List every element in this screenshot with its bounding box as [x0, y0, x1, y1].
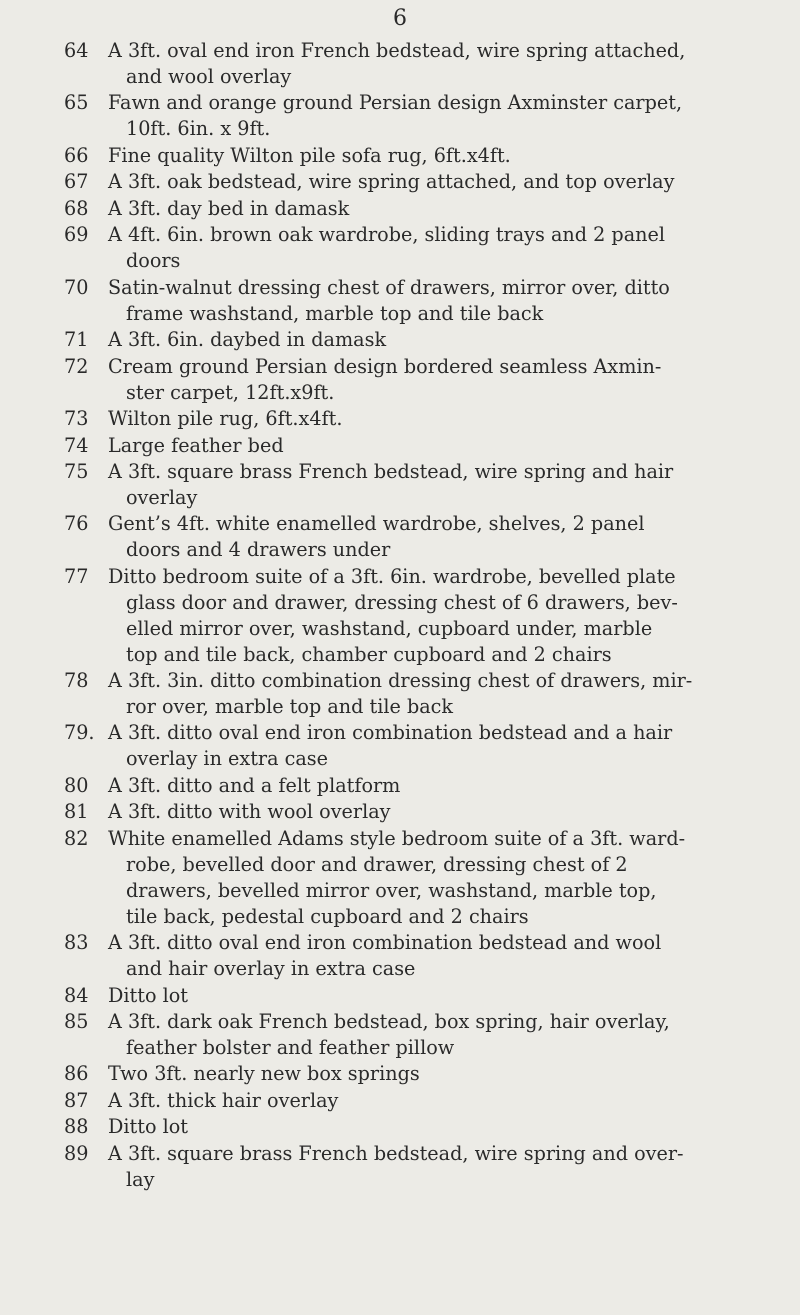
- lot-description-line: Fawn and orange ground Persian design Axminster carpet,: [108, 91, 683, 115]
- lot-description-line: A 4ft. 6in. brown oak wardrobe, sliding trays and 2 panel: [108, 223, 665, 247]
- lot-entry: [0, 1114, 800, 1140]
- lot-number: 70: [64, 275, 89, 299]
- lot-description-line: Large feather bed: [108, 433, 284, 457]
- lot-entry: [0, 222, 800, 274]
- lot-description-line: A 3ft. 3in. ditto combination dressing chest of drawers, mir-: [108, 669, 693, 693]
- lot-entry: [0, 511, 800, 563]
- lot-entry: [0, 564, 800, 668]
- lot-entry: [0, 1088, 800, 1114]
- lot-number: 83: [64, 931, 89, 955]
- lot-description: [108, 433, 788, 459]
- lot-description-line: overlay: [126, 485, 198, 509]
- lot-description: [108, 90, 788, 142]
- lot-entry: [0, 433, 800, 459]
- lot-number: 72: [64, 354, 89, 378]
- page-number: 6: [393, 6, 407, 31]
- lot-number: 81: [64, 800, 89, 824]
- lot-description-line: Fine quality Wilton pile sofa rug, 6ft.x4ft.: [108, 143, 511, 167]
- lot-description-line: doors and 4 drawers under: [126, 538, 391, 562]
- lot-description: [108, 799, 788, 825]
- lot-entry: [0, 983, 800, 1009]
- lot-description-line: A 3ft. ditto and a felt platform: [108, 773, 401, 797]
- lot-entry: [0, 668, 800, 720]
- lot-number: 86: [64, 1062, 89, 1086]
- lot-description-line: doors: [126, 249, 181, 273]
- lot-description-line: Wilton pile rug, 6ft.x4ft.: [108, 407, 343, 431]
- lot-number: 67: [64, 170, 89, 194]
- lot-description-line: 10ft. 6in. x 9ft.: [126, 117, 271, 141]
- lot-number: 78: [64, 669, 89, 693]
- lot-number: 89: [64, 1141, 89, 1165]
- lot-description: [108, 564, 788, 668]
- lot-number: 76: [64, 512, 89, 536]
- lot-number: 68: [64, 196, 89, 220]
- lot-description-line: overlay in extra case: [126, 747, 329, 771]
- lot-description: [108, 459, 788, 511]
- lot-description-line: and hair overlay in extra case: [126, 957, 416, 980]
- lot-entry: [0, 275, 800, 327]
- lot-entry: [0, 720, 800, 772]
- lot-entry: [0, 90, 800, 142]
- lot-entry: [0, 1061, 800, 1087]
- lot-number: 69: [64, 223, 89, 247]
- lot-description: [108, 826, 788, 930]
- lot-number: 73: [64, 407, 89, 431]
- lot-description-line: glass door and drawer, dressing chest of 6 drawers, bev-: [126, 590, 678, 614]
- lot-description: [108, 1141, 788, 1193]
- lot-description-line: robe, bevelled door and drawer, dressing chest of 2: [126, 852, 628, 876]
- lot-entry: [0, 196, 800, 222]
- lot-description-line: A 3ft. 6in. daybed in damask: [108, 328, 387, 352]
- lot-description-line: A 3ft. ditto oval end iron combination bedstead and wool: [108, 931, 662, 955]
- lot-number: 88: [64, 1115, 89, 1139]
- lot-entry: [0, 459, 800, 511]
- lot-description: [108, 668, 788, 720]
- lot-description: [108, 196, 788, 222]
- lot-description-line: ster carpet, 12ft.x9ft.: [126, 380, 335, 404]
- lot-number: 84: [64, 983, 89, 1007]
- lot-description-line: A 3ft. thick hair overlay: [108, 1088, 339, 1112]
- lot-entry: [0, 354, 800, 406]
- lot-description-line: Ditto lot: [108, 1115, 188, 1139]
- lot-description-line: White enamelled Adams style bedroom suite of a 3ft. ward-: [108, 826, 686, 850]
- lot-description-line: feather bolster and feather pillow: [126, 1035, 455, 1059]
- lot-entry: [0, 773, 800, 799]
- lot-description-line: A 3ft. oak bedstead, wire spring attached, and top overlay: [108, 170, 675, 194]
- lot-number: 77: [64, 564, 89, 588]
- lot-description-line: and wool overlay: [126, 64, 292, 88]
- lot-entry: [0, 799, 800, 825]
- lot-description-line: A 3ft. ditto with wool overlay: [108, 800, 391, 824]
- lot-number: 74: [64, 433, 89, 457]
- lot-number: 87: [64, 1088, 89, 1112]
- lot-description: [108, 354, 788, 406]
- lot-description-line: top and tile back, chamber cupboard and 2 chairs: [126, 642, 612, 666]
- lot-description-line: A 3ft. oval end iron French bedstead, wire spring attached,: [108, 39, 686, 62]
- lot-description-line: drawers, bevelled mirror over, washstand, marble top,: [126, 878, 657, 902]
- lot-number: 82: [64, 826, 89, 850]
- lot-description-line: lay: [126, 1167, 155, 1191]
- lot-entry: [0, 826, 800, 930]
- lot-description: [108, 275, 788, 327]
- lot-description-line: A 3ft. dark oak French bedstead, box spring, hair overlay,: [108, 1010, 670, 1033]
- lot-description-line: Ditto lot: [108, 983, 188, 1007]
- lot-entry: [0, 930, 800, 982]
- lot-description-line: elled mirror over, washstand, cupboard under, marble: [126, 616, 653, 640]
- lot-description-line: A 3ft. square brass French bedstead, wire spring and over-: [108, 1141, 684, 1165]
- lot-description: [108, 1061, 788, 1087]
- lot-description-line: A 3ft. square brass French bedstead, wire spring and hair: [108, 460, 674, 484]
- lot-number: 71: [64, 328, 89, 352]
- lot-entry: [0, 1009, 800, 1061]
- lot-number: 85: [64, 1010, 89, 1033]
- lot-entry: [0, 38, 800, 90]
- lot-entry: [0, 143, 800, 169]
- lot-description-line: A 3ft. day bed in damask: [108, 196, 350, 220]
- lot-description-line: Gent’s 4ft. white enamelled wardrobe, shelves, 2 panel: [108, 512, 645, 536]
- lot-description-line: Satin-walnut dressing chest of drawers, mirror over, ditto: [108, 275, 670, 299]
- lot-description: [108, 930, 788, 982]
- lot-description: [108, 406, 788, 432]
- lot-number: 79.: [64, 721, 95, 745]
- lot-description: [108, 773, 788, 799]
- lot-description: [108, 1088, 788, 1114]
- lot-description-line: Cream ground Persian design bordered seamless Axmin-: [108, 354, 662, 378]
- lot-entry: [0, 327, 800, 353]
- lot-number: 65: [64, 91, 89, 115]
- lot-description: [108, 1114, 788, 1140]
- lot-number: 66: [64, 143, 89, 167]
- lot-number: 64: [64, 39, 89, 62]
- lot-entry: [0, 169, 800, 195]
- lot-description-line: Ditto bedroom suite of a 3ft. 6in. wardrobe, bevelled plate: [108, 564, 676, 588]
- lot-number: 80: [64, 773, 89, 797]
- lot-description: [108, 143, 788, 169]
- lot-description: [108, 222, 788, 274]
- lot-description-line: ror over, marble top and tile back: [126, 694, 454, 718]
- lot-description: [108, 720, 788, 772]
- lot-description: [108, 327, 788, 353]
- lot-description-line: tile back, pedestal cupboard and 2 chairs: [126, 904, 529, 928]
- lot-description: [108, 1009, 788, 1061]
- lot-list: [0, 38, 800, 1193]
- lot-description-line: Two 3ft. nearly new box springs: [108, 1062, 420, 1086]
- lot-description: [108, 169, 788, 195]
- lot-entry: [0, 1141, 800, 1193]
- lot-description: [108, 38, 788, 90]
- lot-entry: [0, 406, 800, 432]
- lot-description-line: frame washstand, marble top and tile back: [126, 301, 544, 325]
- lot-number: 75: [64, 460, 89, 484]
- lot-description: [108, 983, 788, 1009]
- lot-description-line: A 3ft. ditto oval end iron combination bedstead and a hair: [108, 721, 673, 745]
- lot-description: [108, 511, 788, 563]
